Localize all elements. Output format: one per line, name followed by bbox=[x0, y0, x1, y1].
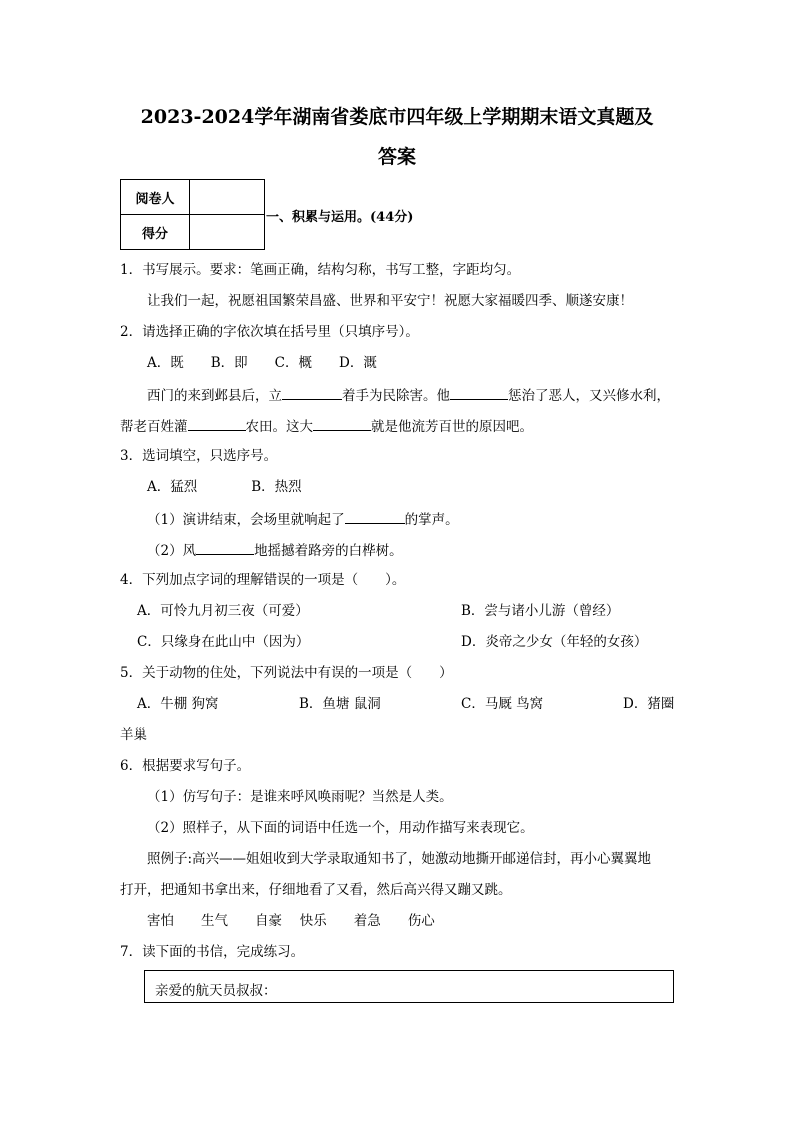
answer-blank[interactable] bbox=[188, 416, 246, 431]
q2-passage-line1 bbox=[147, 385, 670, 405]
q6-example-line1: 照例子:高兴——姐姐收到大学录取通知书了，她激动地撕开邮递信封，再小心翼翼地 bbox=[147, 851, 652, 867]
q4-option-d: D．炎帝之少女（年轻的女孩） bbox=[461, 634, 648, 650]
q2-p1a: 西门的来到邺县后，立 bbox=[147, 388, 282, 404]
q3-s1a: （1）演讲结束，会场里就响起了 bbox=[147, 512, 345, 528]
q3-s1b: 的掌声。 bbox=[404, 512, 459, 528]
q3-sentence2 bbox=[147, 540, 403, 560]
q4-option-a: A．可怜九月初三夜（可爱） bbox=[137, 603, 309, 619]
q6-sub2: （2）照样子，从下面的词语中任选一个，用动作描写来表现它。 bbox=[147, 820, 534, 836]
q6-stem: 6．根据要求写句子。 bbox=[120, 758, 251, 774]
q4-option-c: C．只缘身在此山中（因为） bbox=[137, 634, 310, 650]
q2-stem: 2．请选择正确的字依次填在括号里（只填序号）。 bbox=[120, 324, 419, 340]
answer-blank[interactable] bbox=[345, 509, 405, 524]
q5-option-c: C．马厩 鸟窝 bbox=[461, 696, 544, 712]
q2-p1c: 惩治了恶人，又兴修水利， bbox=[508, 388, 670, 404]
answer-blank[interactable] bbox=[196, 540, 254, 555]
letter-salutation: 亲爱的航天员叔叔： bbox=[155, 983, 277, 999]
q2-options: A．既 B．即 C．概 D．溉 bbox=[147, 355, 377, 371]
q5-stem: 5．关于动物的住处，下列说法中有误的一项是（ ） bbox=[120, 665, 453, 681]
answer-blank[interactable] bbox=[313, 416, 371, 431]
q1-stem: 1．书写展示。要求：笔画正确，结构匀称，书写工整，字距均匀。 bbox=[120, 262, 521, 278]
score-label: 得分 bbox=[121, 215, 190, 250]
q5-option-d: D．猪圈 bbox=[623, 696, 675, 712]
q6-example-line2: 打开，把通知书拿出来，仔细地看了又看，然后高兴得又蹦又跳。 bbox=[120, 882, 512, 898]
answer-blank[interactable] bbox=[282, 385, 342, 400]
q3-sentence1 bbox=[147, 509, 459, 529]
q4-stem: 4．下列加点字词的理解错误的一项是（ ）。 bbox=[120, 572, 406, 588]
q6-sub1: （1）仿写句子：是谁来呼风唤雨呢？当然是人类。 bbox=[147, 789, 453, 805]
section1-heading: 一、积累与运用。(44分) bbox=[266, 210, 414, 225]
q2-passage-line2 bbox=[120, 416, 533, 436]
q5-option-b: B．鱼塘 鼠洞 bbox=[299, 696, 381, 712]
score-table bbox=[120, 179, 265, 250]
q4-option-b: B．尝与诸小儿游（曾经） bbox=[461, 603, 620, 619]
reviewer-value bbox=[190, 180, 265, 215]
page-title-line2: 答案 bbox=[377, 146, 416, 168]
q3-stem: 3．选词填空，只选序号。 bbox=[120, 448, 278, 464]
q3-s2b: 地摇撼着路旁的白桦树。 bbox=[254, 543, 403, 559]
q2-p2c: 就是他流芳百世的原因吧。 bbox=[371, 419, 533, 435]
q5-option-d-cont: 羊巢 bbox=[120, 727, 147, 743]
q2-p2b: 农田。这大 bbox=[245, 419, 313, 435]
answer-blank[interactable] bbox=[450, 385, 508, 400]
q3-s2a: （2）风 bbox=[147, 543, 197, 559]
q5-option-a: A．牛棚 狗窝 bbox=[137, 696, 219, 712]
score-value bbox=[190, 215, 265, 250]
letter-box bbox=[144, 970, 674, 1003]
reviewer-label: 阅卷人 bbox=[121, 180, 190, 215]
q2-p2a: 帮老百姓灌 bbox=[120, 419, 188, 435]
q2-p1b: 着手为民除害。他 bbox=[342, 388, 450, 404]
q3-options: A．猛烈 B．热烈 bbox=[147, 479, 302, 495]
q7-stem: 7．读下面的书信，完成练习。 bbox=[120, 944, 305, 960]
page-title-line1: 2023-2024学年湖南省娄底市四年级上学期期末语文真题及 bbox=[140, 106, 654, 128]
q1-text: 让我们一起，祝愿祖国繁荣昌盛、世界和平安宁！祝愿大家福暖四季、顺遂安康！ bbox=[147, 293, 633, 309]
q6-word-list: 害怕 生气 自豪 快乐 着急 伤心 bbox=[147, 913, 435, 929]
